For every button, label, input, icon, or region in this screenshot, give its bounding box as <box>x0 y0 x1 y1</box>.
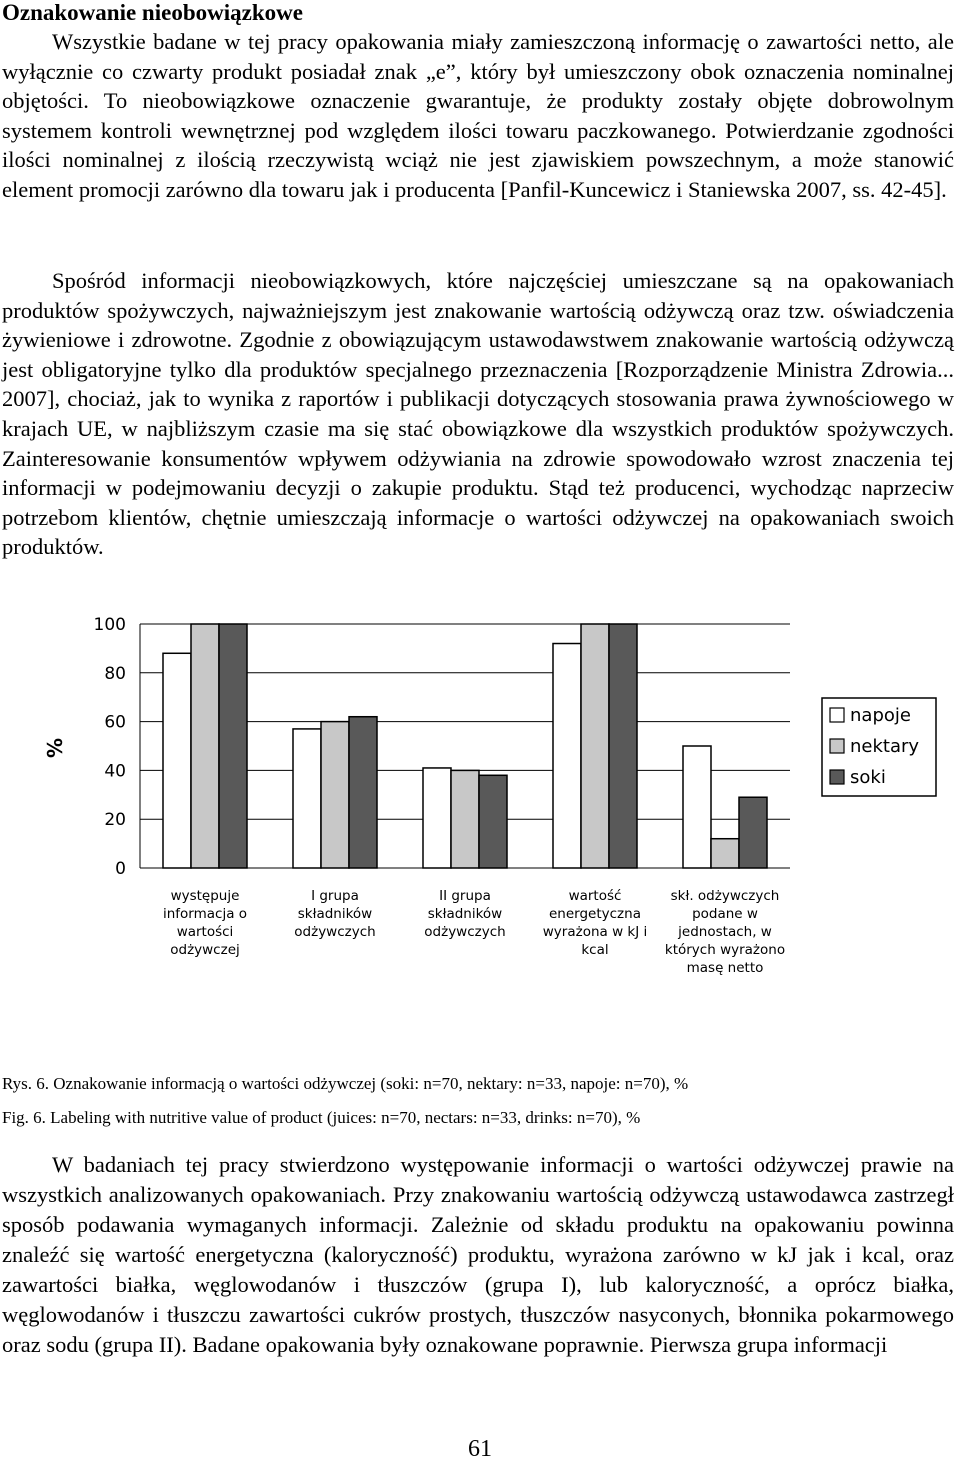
legend-swatch-soki <box>830 770 844 784</box>
y-tick-label: 60 <box>104 712 126 733</box>
category-label: wyrażona w kJ i <box>542 924 648 940</box>
category-label: jednostach, w <box>678 924 772 940</box>
y-tick-label: 100 <box>93 615 126 635</box>
paragraph-2: Spośród informacji nieobowiązkowych, które najczęściej umieszczane są na opakowaniach produktów spożywczych, najważniejszym jest znakowanie wartością odżywczą oraz tzw. oświadczenia żywieniowe i zdrowotne. Zgodnie z obowiązującym ustawodawstwem znakowanie wartością odżywczą jest obligatoryjne tylko dla produktów specjalnego przeznaczenia [Rozporządzenie Ministra Zdrowia... 2007], chociaż, jak to wynika z raportów i publikacji dotyczących stosowania prawa żywnościowego w krajach UE, w najbliższym czasie ma się stać obowiązkowe dla wszystkich produktów spożywczych. Zainteresowanie konsumentów wpływem odżywiania na zdrowie spowodowało wzrost znaczenia tej informacji w podejmowaniu decyzji o zakupie produktu. Stąd też producenci, wychodząc naprzeciw potrzebom klientów, chętnie umieszczają informacje o wartości odżywczej na opakowaniach swoich produktów. <box>2 268 954 560</box>
figure-caption-english: Fig. 6. Labeling with nutritive value of product (juices: n=70, nectars: n=33, drinks: n=70), % <box>2 1108 641 1127</box>
bar-napoje-4 <box>683 746 711 868</box>
bar-soki-4 <box>739 797 767 868</box>
category-label: wartość <box>568 888 622 904</box>
category-label: informacja o <box>162 906 248 922</box>
paragraph-1: Wszystkie badane w tej pracy opakowania miały zamieszczoną informację o zawartości netto, ale wyłącznie co czwarty produkt posiadał znak „e”, który był umieszczony obok oznaczenia nominalnej objętości. To nieobowiązkowe oznaczenie gwarantuje, że produkty zostały objęte dobrowolnym systemem kontroli wewnętrznej pod względem ilości towaru paczkowanego. Potwierdzanie zgodności ilości nominalnej z ilością rzeczywistą wciąż nie jest zjawiskiem powszechnym, a może stanowić element promocji zarówno dla towaru jak i producenta [Panfil-Kuncewicz i Staniewska 2007, ss. 42-45]. <box>2 29 954 202</box>
category-label: odżywczej <box>170 942 240 958</box>
category-label: II grupa <box>439 888 491 904</box>
bar-nektary-3 <box>581 624 609 868</box>
legend-swatch-napoje <box>830 708 844 722</box>
category-label: masę netto <box>686 960 764 976</box>
bar-soki-2 <box>479 775 507 868</box>
category-label: których wyrażono <box>664 942 786 958</box>
category-label: odżywczych <box>424 924 506 940</box>
paragraph-3: W badaniach tej pracy stwierdzono występowanie informacji o wartości odżywczej prawie na wszystkich analizowanych opakowaniach. Przy znakowaniu wartością odżywczą ustawodawca zastrzegł sposób podawania wymaganych informacji. Zależnie od składu produktu na opakowaniu powinna znaleźć się wartość energetyczna (kaloryczność) produktu, wyrażona zarówno w kJ jak i kcal, oraz zawartości białka, węglowodanów i tłuszczów (grupa I), lub kaloryczność, a oprócz białka, węglowodanów i tłuszczu zawartości cukrów prostych, tłuszczów nasyconych, błonnika pokarmowego oraz sodu (grupa II). Badane opakowania były oznakowane poprawnie. Pierwsza grupa informacji <box>2 1152 954 1357</box>
bar-napoje-3 <box>553 644 581 868</box>
y-tick-label: 80 <box>104 663 126 684</box>
category-label: składników <box>297 906 373 922</box>
bar-soki-1 <box>349 717 377 868</box>
bar-nektary-4 <box>711 839 739 868</box>
y-tick-label: 40 <box>104 761 126 782</box>
y-tick-label: 0 <box>115 859 126 879</box>
y-tick-label: 20 <box>104 810 126 831</box>
category-label: składników <box>427 906 503 922</box>
page-number: 61 <box>468 1436 492 1462</box>
section-heading: Oznakowanie nieobowiązkowe <box>2 0 303 25</box>
category-label: energetyczna <box>549 906 641 922</box>
y-axis-label: % <box>43 737 67 759</box>
legend-label-nektary: nektary <box>850 736 920 757</box>
legend-swatch-nektary <box>830 739 844 753</box>
bar-napoje-2 <box>423 768 451 868</box>
bar-soki-0 <box>219 624 247 868</box>
bar-soki-3 <box>609 624 637 868</box>
bar-nektary-1 <box>321 722 349 868</box>
bar-nektary-0 <box>191 624 219 868</box>
category-label: I grupa <box>311 888 359 904</box>
category-label: kcal <box>581 942 609 958</box>
category-label: występuje <box>170 888 240 904</box>
legend-label-napoje: napoje <box>850 705 911 726</box>
bar-nektary-2 <box>451 770 479 868</box>
nutrition-labeling-bar-chart <box>0 600 960 990</box>
category-label: podane w <box>692 906 758 922</box>
legend-label-soki: soki <box>850 767 886 788</box>
category-label: wartości <box>176 924 234 940</box>
bar-napoje-1 <box>293 729 321 868</box>
category-label: odżywczych <box>294 924 376 940</box>
figure-caption-polish: Rys. 6. Oznakowanie informacją o wartości odżywczej (soki: n=70, nektary: n=33, napoje: n=70), % <box>2 1074 689 1093</box>
bar-napoje-0 <box>163 653 191 868</box>
category-label: skł. odżywczych <box>670 888 780 904</box>
